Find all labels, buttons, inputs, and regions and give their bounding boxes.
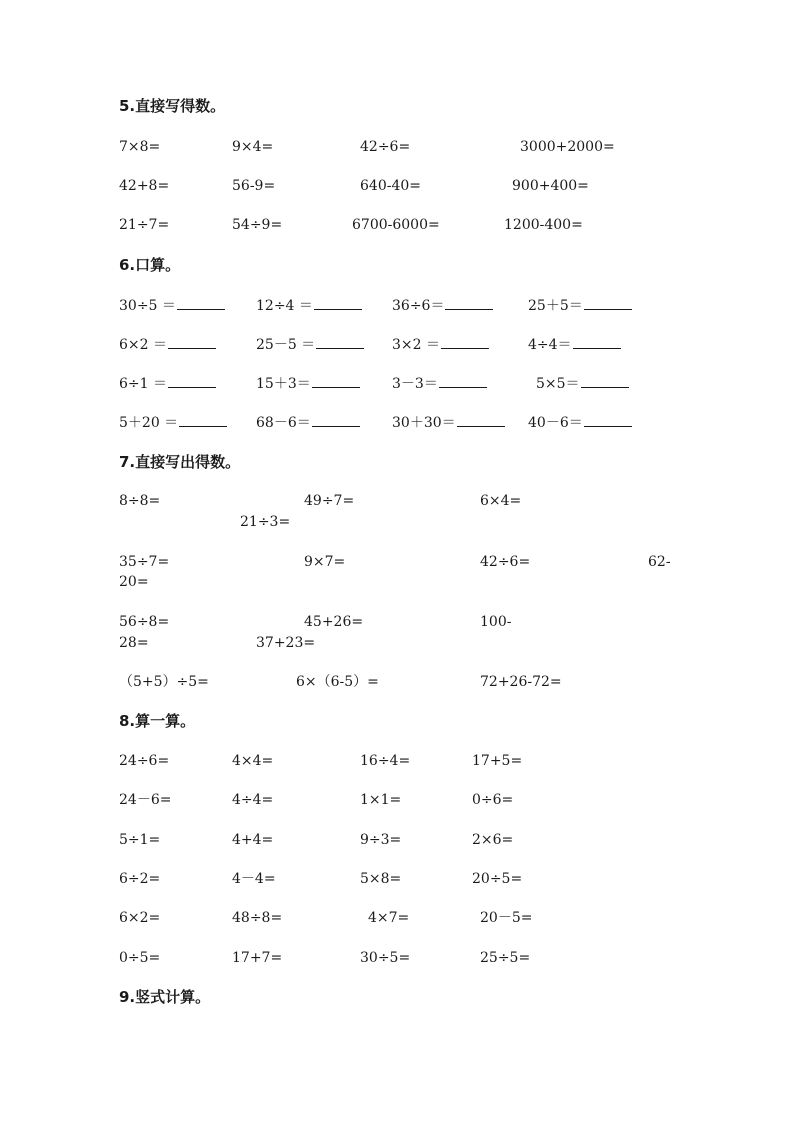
problem: 4×4=: [232, 753, 274, 769]
section-5-title: 5.直接写得数。: [119, 97, 226, 115]
problem: 42+8=: [119, 178, 170, 194]
problem: 36÷6＝: [392, 296, 493, 315]
problem: 1×1=: [360, 792, 402, 808]
problem: 3×2 ＝: [392, 335, 489, 354]
problem: 16÷4=: [360, 753, 411, 769]
problem: 6÷2=: [119, 871, 161, 887]
problem: 100-: [480, 614, 512, 630]
answer-blank: [584, 296, 632, 310]
problem: 4+4=: [232, 832, 274, 848]
problem: 54÷9=: [232, 217, 283, 233]
problem: 640-40=: [360, 178, 421, 194]
answer-blank: [312, 413, 360, 427]
answer-blank: [312, 374, 360, 388]
problem: 42÷6=: [480, 554, 531, 570]
problem: 900+400=: [512, 178, 589, 194]
problem: 17+5=: [472, 753, 523, 769]
answer-blank: [177, 296, 225, 310]
problem: 3000+2000=: [520, 139, 615, 155]
problem: 56-9=: [232, 178, 276, 194]
problem: 5×5＝: [536, 374, 629, 393]
problem: 24÷6=: [119, 753, 170, 769]
problem: 5÷1=: [119, 832, 161, 848]
problem: 5×8=: [360, 871, 402, 887]
answer-blank: [584, 413, 632, 427]
answer-blank: [573, 335, 621, 349]
problem: 1200-400=: [504, 217, 583, 233]
section-7-title: 7.直接写出得数。: [119, 453, 241, 471]
problem: 68－6＝: [256, 413, 360, 432]
problem: 6÷1 ＝: [119, 374, 216, 393]
section-6-title: 6.口算。: [119, 256, 181, 274]
problem: 56÷8=: [119, 614, 170, 630]
answer-blank: [441, 335, 489, 349]
problem: 0÷6=: [472, 792, 514, 808]
problem: （5+5）÷5=: [119, 674, 209, 690]
problem: 6×2 ＝: [119, 335, 216, 354]
problem: 3－3＝: [392, 374, 487, 393]
problem: 20÷5=: [472, 871, 523, 887]
problem: 30÷5 ＝: [119, 296, 225, 315]
problem: 20=: [119, 574, 149, 590]
problem: 28=: [119, 635, 149, 651]
problem: 25＋5＝: [528, 296, 632, 315]
problem: 62-: [648, 554, 671, 570]
problem: 42÷6=: [360, 139, 411, 155]
answer-blank: [457, 413, 505, 427]
problem: 9÷3=: [360, 832, 402, 848]
problem: 37+23=: [256, 635, 316, 651]
answer-blank: [168, 374, 216, 388]
problem: 20－5=: [480, 910, 533, 926]
problem: 6×4=: [480, 493, 522, 509]
problem: 49÷7=: [304, 493, 355, 509]
problem: 17+7=: [232, 950, 283, 966]
problem: 25－5 ＝: [256, 335, 364, 354]
problem: 24－6=: [119, 792, 172, 808]
problem: 5＋20 ＝: [119, 413, 227, 432]
problem: 9×4=: [232, 139, 274, 155]
problem: 6700-6000=: [352, 217, 440, 233]
answer-blank: [179, 413, 227, 427]
problem: 8÷8=: [119, 493, 161, 509]
problem: 4÷4＝: [528, 335, 621, 354]
problem: 45+26=: [304, 614, 364, 630]
problem: 2×6=: [472, 832, 514, 848]
problem: 4－4=: [232, 871, 276, 887]
answer-blank: [168, 335, 216, 349]
problem: 6×（6-5）=: [296, 674, 379, 690]
problem: 48÷8=: [232, 910, 283, 926]
problem: 35÷7=: [119, 554, 170, 570]
answer-blank: [314, 296, 362, 310]
answer-blank: [316, 335, 364, 349]
problem: 12÷4 ＝: [256, 296, 362, 315]
problem: 72+26-72=: [480, 674, 562, 690]
problem: 30＋30＝: [392, 413, 505, 432]
problem: 4÷4=: [232, 792, 274, 808]
problem: 0÷5=: [119, 950, 161, 966]
answer-blank: [581, 374, 629, 388]
problem: 30÷5=: [360, 950, 411, 966]
problem: 25÷5=: [480, 950, 531, 966]
answer-blank: [439, 374, 487, 388]
problem: 7×8=: [119, 139, 161, 155]
problem: 15＋3＝: [256, 374, 360, 393]
problem: 21÷7=: [119, 217, 170, 233]
problem: 4×7=: [368, 910, 410, 926]
problem: 9×7=: [304, 554, 346, 570]
problem: 40－6＝: [528, 413, 632, 432]
section-9-title: 9.竖式计算。: [119, 988, 211, 1006]
problem: 6×2=: [119, 910, 161, 926]
section-8-title: 8.算一算。: [119, 712, 196, 730]
answer-blank: [445, 296, 493, 310]
problem: 21÷3=: [240, 514, 291, 530]
